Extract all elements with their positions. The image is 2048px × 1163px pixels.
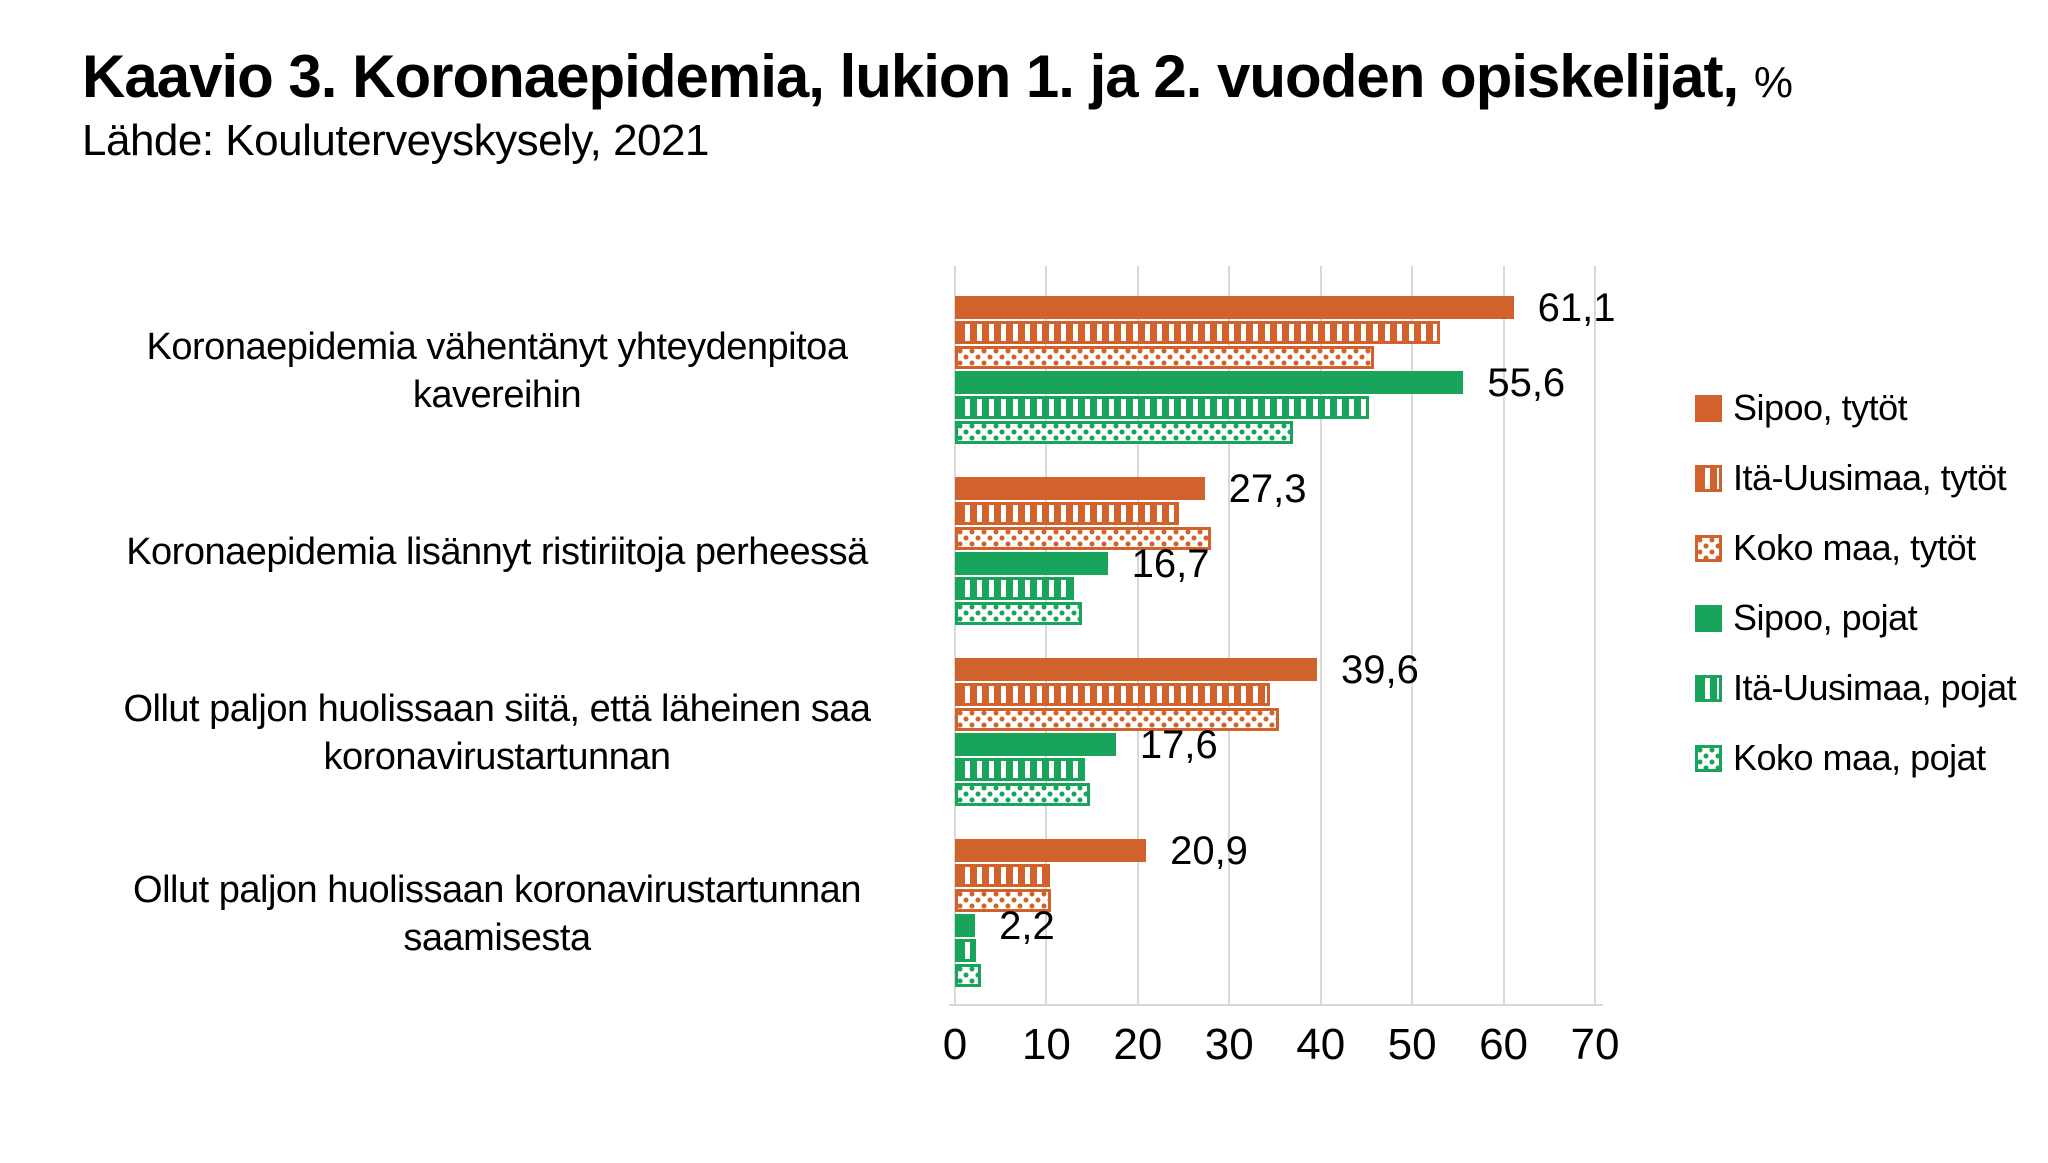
legend-item: [1695, 387, 2016, 428]
bar: [955, 914, 975, 937]
bar: [955, 502, 1179, 525]
legend-item: [1695, 457, 2016, 498]
bar: [955, 939, 976, 962]
chart-subtitle: Lähde: Kouluterveyskysely, 2021: [82, 116, 709, 165]
legend-item: [1695, 667, 2017, 708]
category-label-text: Ollut paljon huolissaan koronavirustartunnan saamisesta: [133, 869, 861, 959]
legend-item: [1695, 737, 2016, 778]
bar: [955, 658, 1317, 681]
x-tick-label: 10: [1021, 1020, 1071, 1069]
category-label-text: Koronaepidemia vähentänyt yhteydenpitoa kavereihin: [146, 326, 848, 416]
bar: [955, 783, 1090, 806]
x-tick-label: 0: [942, 1020, 968, 1069]
x-axis-line: [949, 1004, 1603, 1006]
chart-title-text: Kaavio 3. Koronaepidemia, lukion 1. ja 2. vuoden opiskelijat,: [82, 43, 1754, 110]
bar: [955, 683, 1270, 706]
x-tick-label: 30: [1204, 1020, 1254, 1069]
legend-marker: [1695, 675, 1722, 702]
x-tick-label: 40: [1296, 1020, 1346, 1069]
legend-marker: [1695, 465, 1722, 492]
bar: [955, 321, 1440, 344]
legend-label: Itä-Uusimaa, tytöt: [1733, 457, 2007, 498]
bar: [955, 577, 1074, 600]
legend-marker: [1695, 745, 1722, 772]
value-label: 27,3: [1228, 466, 1307, 511]
x-tick-label: 70: [1570, 1020, 1620, 1069]
bar: [955, 964, 981, 987]
legend-item: [1695, 527, 2016, 568]
value-label: 17,6: [1139, 722, 1218, 767]
bar: [955, 839, 1146, 862]
chart-title-percent: %: [1753, 58, 1793, 107]
legend-label: Koko maa, tytöt: [1733, 527, 1976, 568]
x-tick-label: 60: [1479, 1020, 1529, 1069]
legend-label: Itä-Uusimaa, pojat: [1733, 667, 2017, 708]
x-tick-label: 50: [1387, 1020, 1437, 1069]
bar: [955, 346, 1374, 369]
bar: [955, 477, 1205, 500]
category-label: [58, 839, 936, 989]
category-label: [58, 658, 936, 808]
value-label: 61,1: [1537, 285, 1616, 330]
legend-item: [1695, 597, 2016, 638]
value-label: 16,7: [1131, 541, 1210, 586]
bar: [955, 758, 1085, 781]
category-label: [58, 477, 936, 627]
bar: [955, 421, 1293, 444]
bar: [955, 708, 1279, 731]
legend-label: Sipoo, pojat: [1733, 597, 1918, 638]
bar: [955, 602, 1082, 625]
bar: [955, 864, 1050, 887]
legend-marker: [1695, 395, 1722, 422]
value-label: 39,6: [1341, 647, 1419, 692]
bar: [955, 552, 1108, 575]
bar: [955, 296, 1514, 319]
legend-label: Sipoo, tytöt: [1733, 387, 1908, 428]
chart-title: [82, 42, 1793, 111]
x-tick-label: 20: [1113, 1020, 1163, 1069]
legend-marker: [1695, 535, 1722, 562]
legend-label: Koko maa, pojat: [1733, 737, 1986, 778]
category-label: [58, 296, 936, 446]
bar: [955, 733, 1116, 756]
category-label-text: Ollut paljon huolissaan siitä, että läheinen saa koronavirustartunnan: [123, 688, 871, 778]
bar: [955, 396, 1369, 419]
value-label: 2,2: [999, 903, 1055, 948]
legend-marker: [1695, 605, 1722, 632]
value-label: 20,9: [1170, 828, 1248, 873]
legend: [1695, 387, 2017, 814]
category-label-text: Koronaepidemia lisännyt ristiriitoja perheessä: [126, 531, 868, 573]
value-label: 55,6: [1487, 360, 1566, 405]
gridline: [1594, 266, 1596, 1004]
bar: [955, 371, 1463, 394]
